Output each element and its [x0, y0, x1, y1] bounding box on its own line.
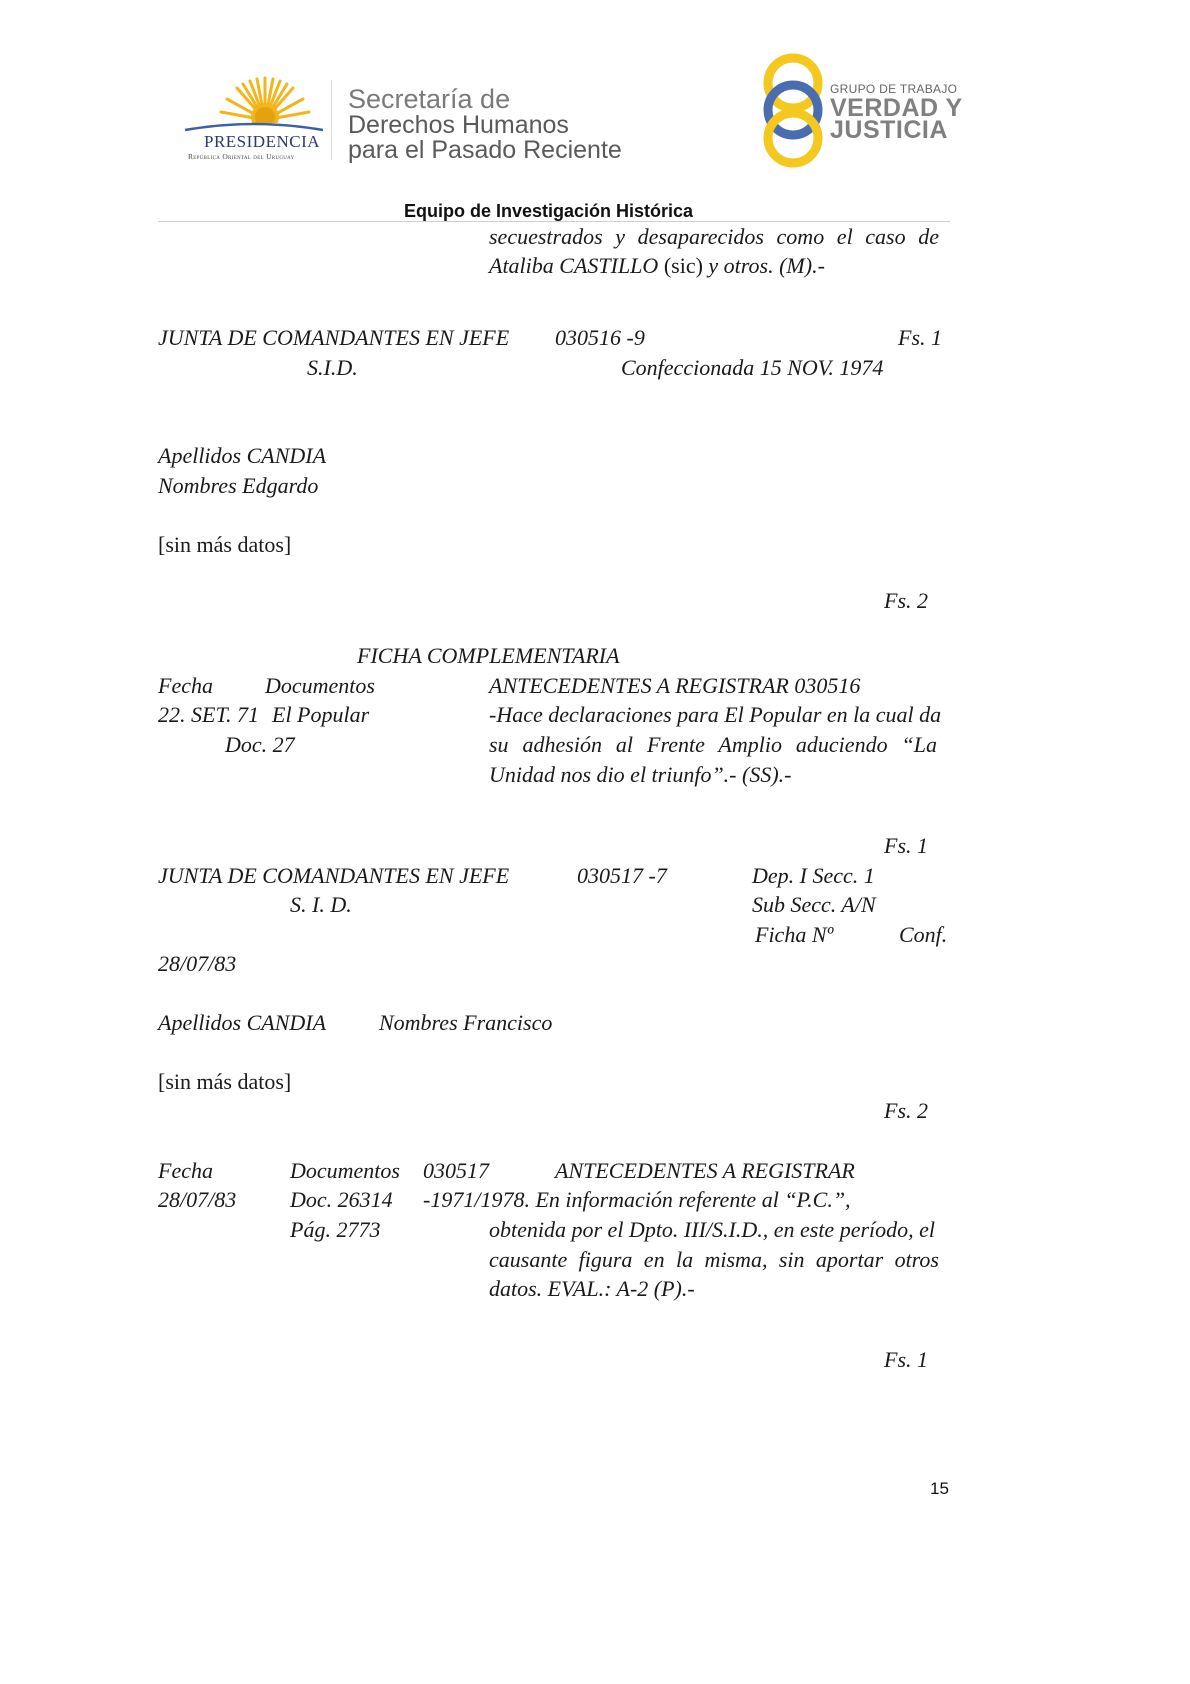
record2-sin-datos: [sin más datos]: [158, 1069, 292, 1094]
record2-conf: Conf.: [899, 922, 948, 947]
record1-confeccionada: Confeccionada 15 NOV. 1974: [621, 355, 884, 380]
record1-date: 22. SET. 71: [158, 702, 260, 727]
presidencia-name: PRESIDENCIA: [204, 132, 321, 151]
record2-apellidos: Apellidos CANDIA: [158, 1010, 327, 1035]
secretaria-line3: para el Pasado Reciente: [348, 136, 622, 164]
continued-line-2: [489, 253, 825, 279]
record1-nombres: Nombres Edgardo: [158, 473, 319, 498]
record2-text-4: datos. EVAL.: A-2 (P).-: [489, 1276, 695, 1301]
continued-line-1: secuestrados y desaparecidos como el caso de: [489, 224, 939, 249]
record2-doc-num: Doc. 26314: [290, 1187, 393, 1212]
record2-ficha: Ficha Nº: [755, 922, 834, 947]
record1-doc-num: Doc. 27: [225, 732, 295, 757]
record3-fs1: Fs. 1: [884, 1347, 928, 1372]
record1-ficha-title: FICHA COMPLEMENTARIA: [357, 643, 620, 668]
logo-divider: [331, 80, 332, 160]
continued-end: y otros. (M).-: [708, 253, 825, 278]
verdad-justicia-rings-icon: [758, 52, 828, 168]
record2-pag: Pág. 2773: [290, 1217, 381, 1242]
record2-text-1: -1971/1978. En información referente al “P.C.”,: [423, 1187, 851, 1212]
record2-subsecc: Sub Secc. A/N: [752, 892, 876, 917]
grupo-line2: JUSTICIA: [830, 116, 948, 144]
record1-apellidos: Apellidos CANDIA: [158, 443, 327, 468]
record1-org: JUNTA DE COMANDANTES EN JEFE: [158, 325, 510, 350]
record2-documentos-label: Documentos: [290, 1158, 400, 1183]
record2-text-2: obtenida por el Dpto. III/S.I.D., en este período, el: [489, 1217, 936, 1242]
page-number: 15: [930, 1479, 949, 1498]
record1-text-3: Unidad nos dio el triunfo”.- (SS).-: [489, 762, 792, 787]
record1-text-2: su adhesión al Frente Amplio aduciendo “La: [489, 732, 937, 757]
continued-name: Ataliba CASTILLO: [489, 253, 659, 278]
grupo-small: GRUPO DE TRABAJO: [830, 82, 958, 96]
record2-antecedentes: ANTECEDENTES A REGISTRAR: [555, 1158, 855, 1183]
secretaria-line1: Secretaría de: [348, 84, 511, 114]
record2-conf-date: 28/07/83: [158, 951, 237, 976]
record2-sid: S. I. D.: [290, 892, 352, 917]
record1-fs2: Fs. 2: [884, 588, 928, 613]
grupo-line1: VERDAD Y: [830, 94, 963, 122]
record1-antecedentes: ANTECEDENTES A REGISTRAR 030516: [489, 673, 861, 698]
record1-sin-datos: [sin más datos]: [158, 532, 292, 557]
team-heading: Equipo de Investigación Histórica: [404, 201, 694, 221]
presidencia-subtitle: República Oriental del Uruguay: [188, 152, 295, 161]
record1-documentos-label: Documentos: [265, 673, 375, 698]
record2-fecha-label: Fecha: [158, 1158, 213, 1183]
record1-doc-src: El Popular: [272, 702, 370, 727]
record1-number: 030516 -9: [555, 325, 645, 350]
record2-date: 28/07/83: [158, 1187, 237, 1212]
record2-text-3: causante figura en la misma, sin aportar otros: [489, 1247, 939, 1272]
record1-sid: S.I.D.: [307, 355, 358, 380]
record2-num: 030517: [423, 1158, 489, 1183]
record1-fecha-label: Fecha: [158, 673, 213, 698]
record2-nombres: Nombres Francisco: [379, 1010, 553, 1035]
record2-number: 030517 -7: [577, 863, 667, 888]
record2-fs1: Fs. 1: [884, 833, 928, 858]
continued-sic: (sic): [663, 253, 703, 278]
record2-org: JUNTA DE COMANDANTES EN JEFE: [158, 863, 510, 888]
record1-text-1: -Hace declaraciones para El Popular en la cual da: [489, 702, 942, 727]
record2-fs2: Fs. 2: [884, 1098, 928, 1123]
record2-dep: Dep. I Secc. 1: [752, 863, 875, 888]
secretaria-line2: Derechos Humanos: [348, 111, 569, 139]
record1-fs: Fs. 1: [898, 325, 942, 350]
header-rule: [158, 221, 950, 222]
